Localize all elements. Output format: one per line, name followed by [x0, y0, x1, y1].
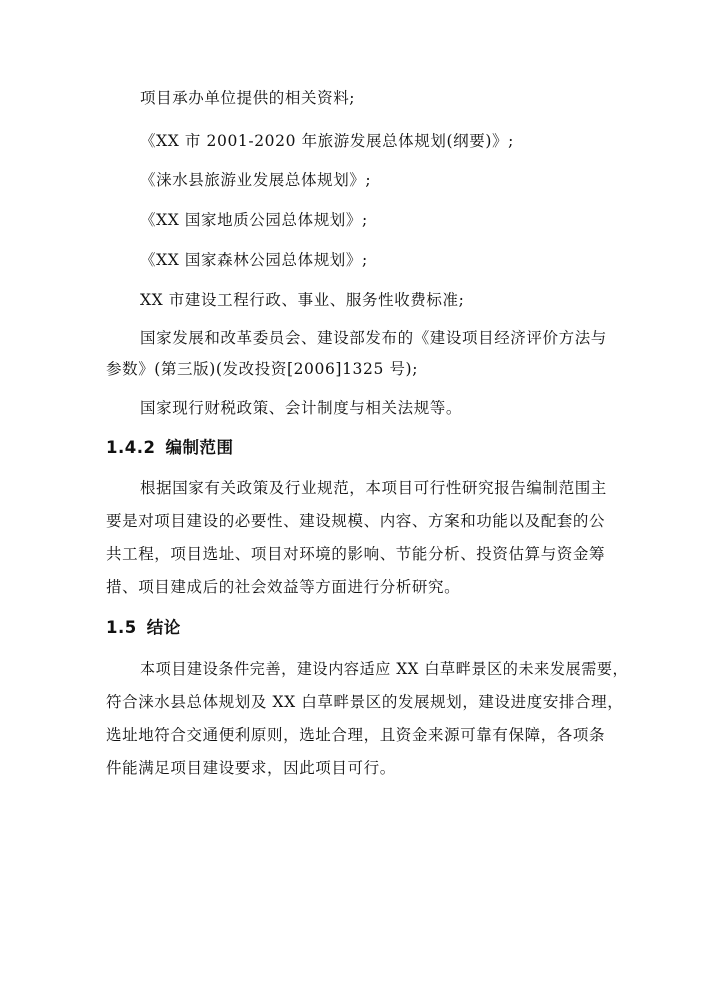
- paragraph-line: 符合涞水县总体规划及 XX 白草畔景区的发展规划，建设进度安排合理，: [106, 693, 624, 711]
- paragraph-line: 选址地符合交通便利原则，选址合理，且资金来源可靠有保障，各项条: [106, 726, 606, 744]
- paragraph-line: 措、项目建成后的社会效益等方面进行分析研究。: [106, 578, 461, 596]
- reference-item: 项目承办单位提供的相关资料;: [140, 89, 356, 107]
- section-number: 1.4.2: [106, 438, 156, 457]
- reference-item: XX 市建设工程行政、事业、服务性收费标准;: [140, 291, 465, 309]
- section-title: 结论: [146, 618, 181, 637]
- section-number: 1.5: [106, 618, 137, 637]
- paragraph-line: 要是对项目建设的必要性、建设规模、内容、方案和功能以及配套的公: [106, 512, 606, 530]
- reference-item: 国家现行财税政策、会计制度与相关法规等。: [140, 399, 463, 417]
- paragraph-line: 件能满足项目建设要求，因此项目可行。: [106, 759, 396, 777]
- paragraph-line: 共工程，项目选址、项目对环境的影响、节能分析、投资估算与资金筹: [106, 545, 606, 563]
- reference-item: 《XX 国家森林公园总体规划》;: [140, 251, 368, 269]
- reference-item: 《XX 市 2001-2020 年旅游发展总体规划(纲要)》;: [140, 132, 514, 150]
- reference-item-continued: 参数》(第三版)(发改投资[2006]1325 号);: [106, 360, 419, 378]
- paragraph-line: 根据国家有关政策及行业规范，本项目可行性研究报告编制范围主: [140, 479, 607, 497]
- section-heading-1-5: [106, 617, 181, 639]
- reference-item: 《涞水县旅游业发展总体规划》;: [140, 171, 372, 189]
- section-title: 编制范围: [165, 438, 234, 457]
- reference-item: 《XX 国家地质公园总体规划》;: [140, 211, 368, 229]
- paragraph-line: 本项目建设条件完善，建设内容适应 XX 白草畔景区的未来发展需要，: [140, 660, 629, 678]
- reference-item: 国家发展和改革委员会、建设部发布的《建设项目经济评价方法与: [140, 329, 607, 347]
- section-heading-1-4-2: [106, 437, 233, 459]
